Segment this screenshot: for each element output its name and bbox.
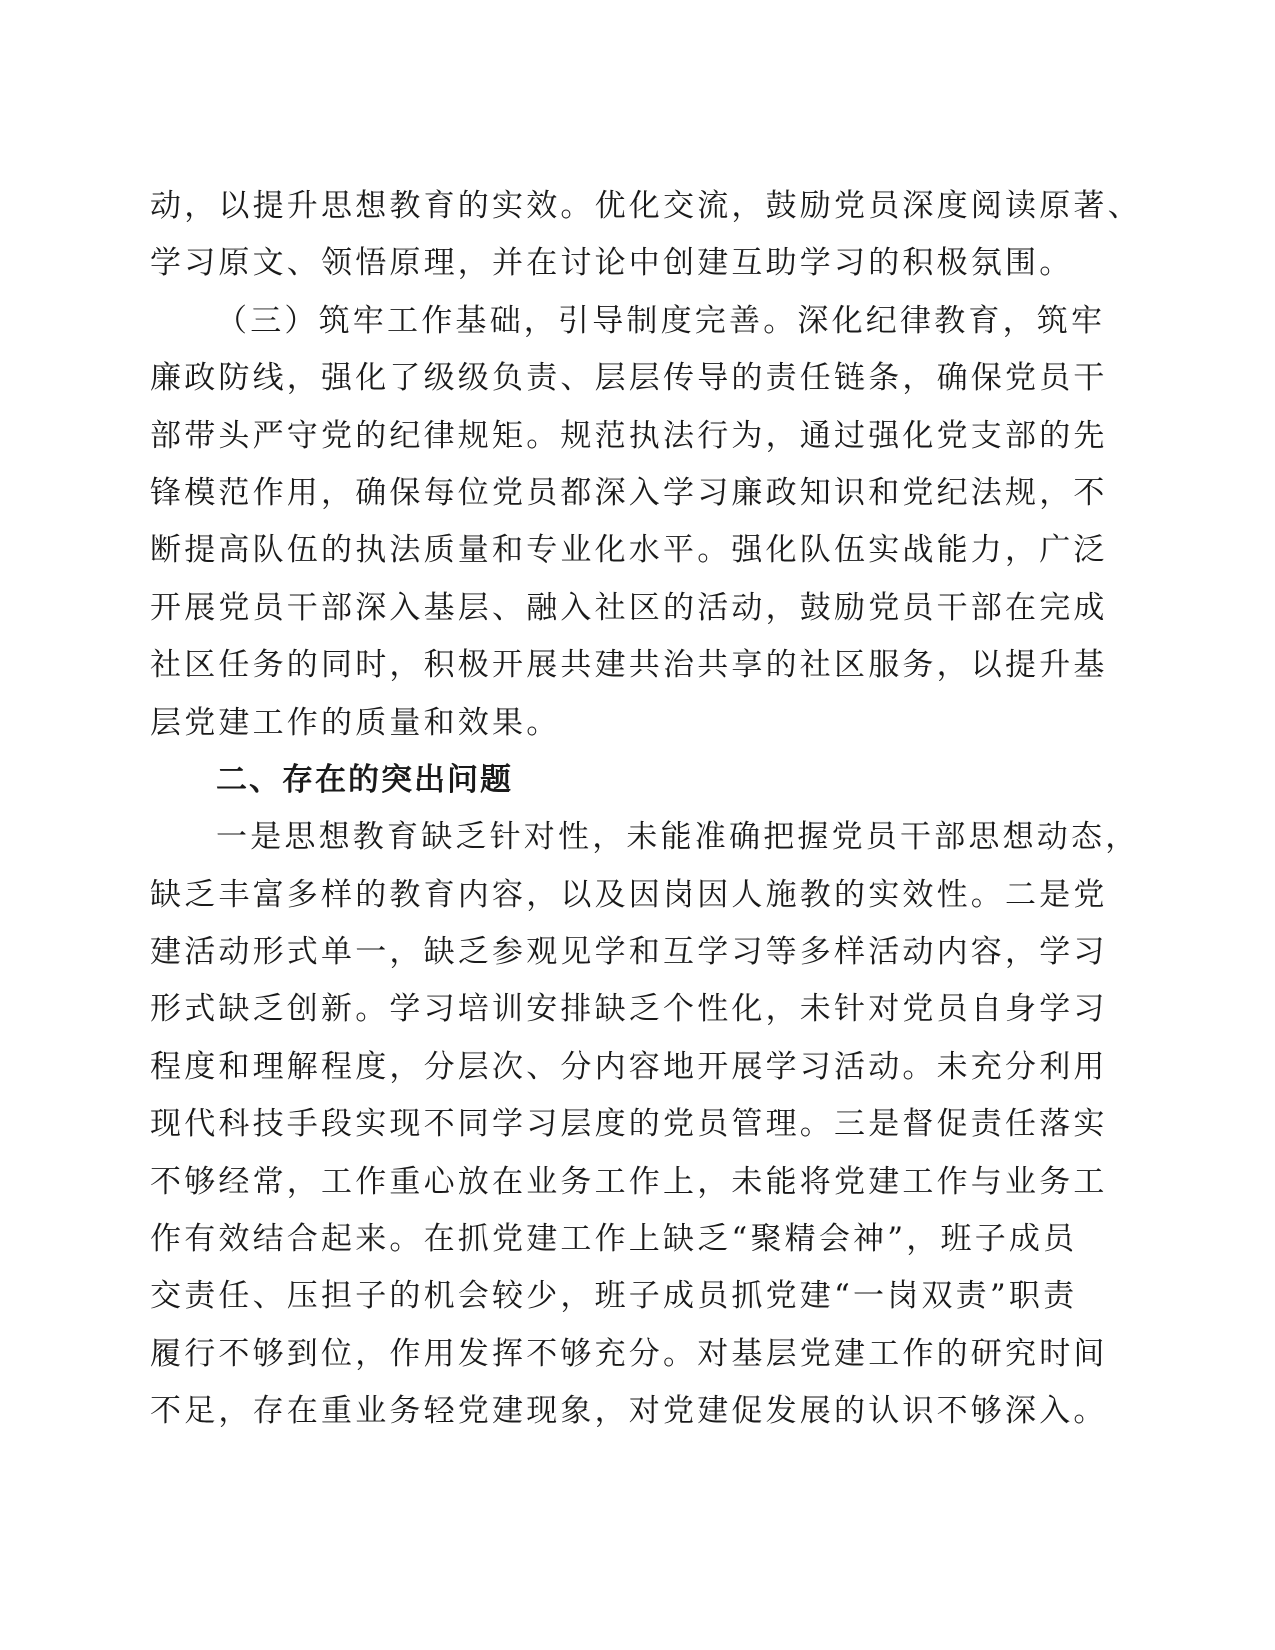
- body-line: 不足，存在重业务轻党建现象，对党建促发展的认识不够深入。: [150, 1393, 1108, 1430]
- body-line: 交责任、压担子的机会较少，班子成员抓党建“一岗双责”职责: [150, 1278, 1078, 1315]
- body-line: 廉政防线，强化了级级负责、层层传导的责任链条，确保党员干: [150, 360, 1108, 397]
- body-line: 层党建工作的质量和效果。: [150, 704, 561, 741]
- body-line: 形式缺乏创新。学习培训安排缺乏个性化，未针对党员自身学习: [150, 991, 1108, 1028]
- paragraph-first-line: 一是思想教育缺乏针对性，未能准确把握党员干部思想动态，: [216, 819, 1140, 856]
- subsection-line: （三）筑牢工作基础，引导制度完善。深化纪律教育，筑牢: [216, 302, 1106, 339]
- body-line: 锋模范作用，确保每位党员都深入学习廉政知识和党纪法规，不: [150, 474, 1108, 511]
- body-line: 建活动形式单一，缺乏参观见学和互学习等多样活动内容，学习: [150, 934, 1108, 971]
- body-line: 动，以提升思想教育的实效。优化交流，鼓励党员深度阅读原著、: [150, 188, 1142, 224]
- body-line: 部带头严守党的纪律规矩。规范执法行为，通过强化党支部的先: [150, 417, 1108, 454]
- body-line: 开展党员干部深入基层、融入社区的活动，鼓励党员干部在完成: [150, 589, 1108, 626]
- body-line: 不够经常，工作重心放在业务工作上，未能将党建工作与业务工: [150, 1163, 1108, 1200]
- body-line: 履行不够到位，作用发挥不够充分。对基层党建工作的研究时间: [150, 1335, 1108, 1372]
- body-line: 程度和理解程度，分层次、分内容地开展学习活动。未充分利用: [150, 1048, 1108, 1085]
- document-page: [150, 178, 1142, 1441]
- body-line: 作有效结合起来。在抓党建工作上缺乏“聚精会神”，班子成员: [150, 1221, 1078, 1258]
- section-heading: 二、存在的突出问题: [216, 761, 513, 798]
- body-line: 社区任务的同时，积极开展共建共治共享的社区服务，以提升基: [150, 647, 1108, 684]
- body-line: 断提高队伍的执法质量和专业化水平。强化队伍实战能力，广泛: [150, 532, 1108, 569]
- body-line: 学习原文、领悟原理，并在讨论中创建互助学习的积极氛围。: [150, 245, 1074, 282]
- body-line: 现代科技手段实现不同学习层度的党员管理。三是督促责任落实: [150, 1106, 1108, 1143]
- body-line: 缺乏丰富多样的教育内容，以及因岗因人施教的实效性。二是党: [150, 876, 1108, 913]
